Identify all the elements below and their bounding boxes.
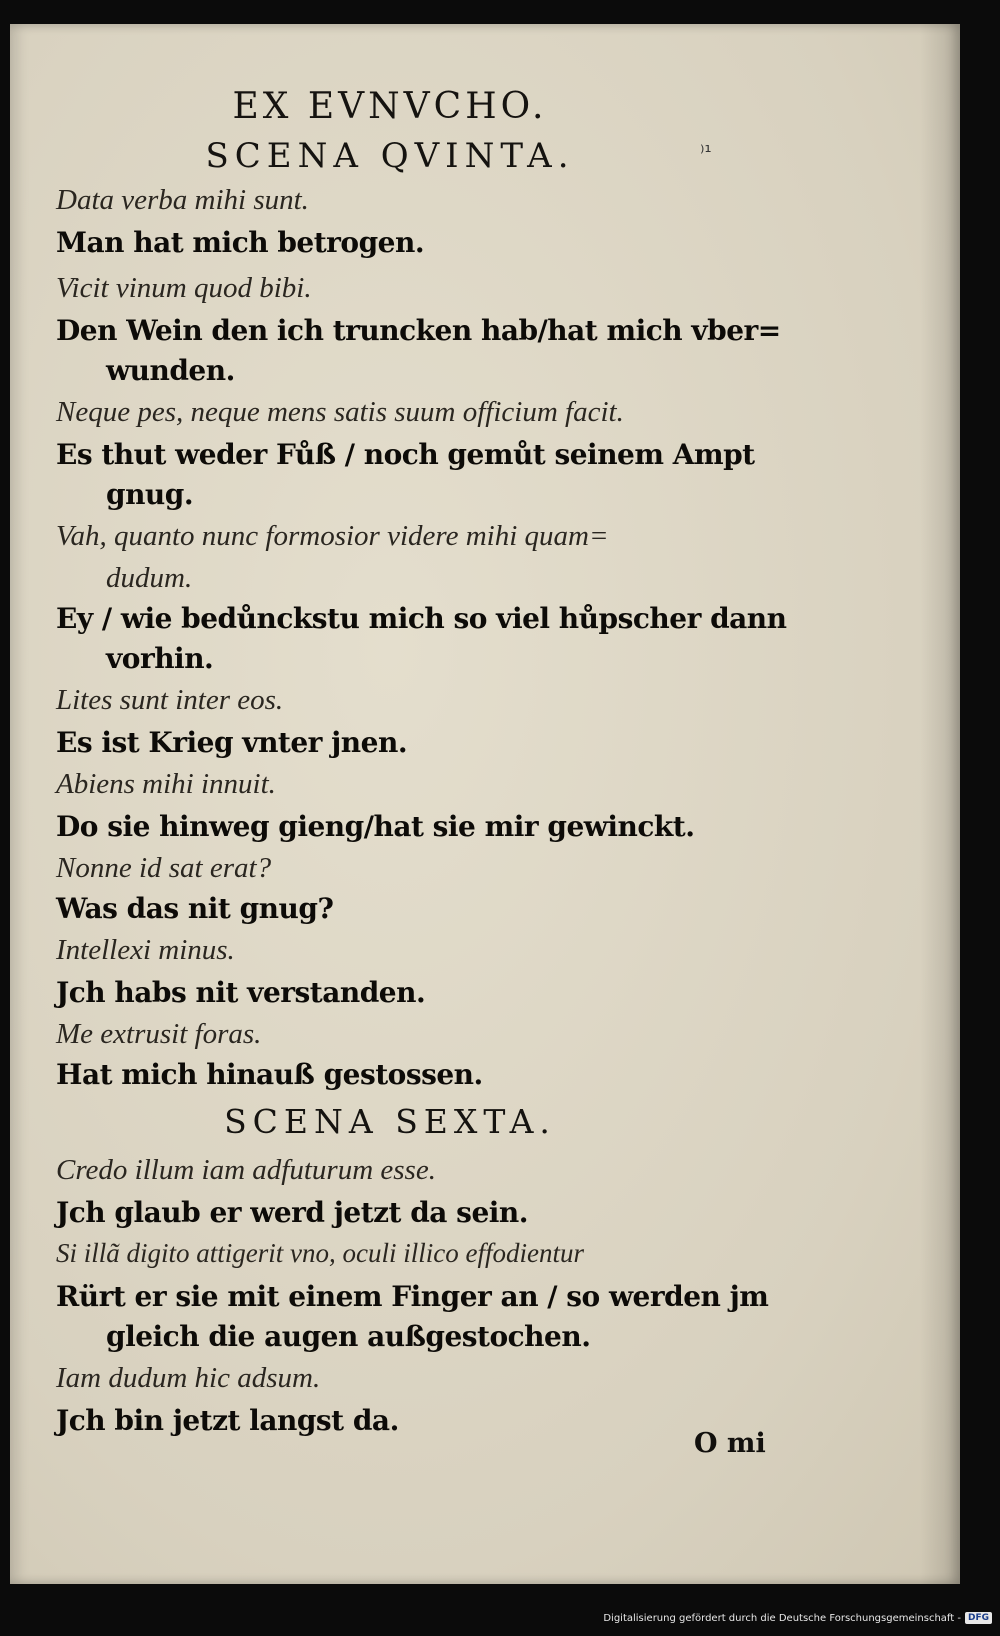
german-line-continued: wunden. — [106, 354, 235, 387]
german-line: Do sie hinweg gieng/hat sie mir gewinckt. — [56, 810, 695, 843]
latin-line: Credo illum iam adfuturum esse. — [56, 1154, 436, 1186]
german-line-continued: gnug. — [106, 478, 194, 511]
german-line: Jch glaub er werd jetzt da sein. — [56, 1196, 529, 1229]
german-line: Man hat mich betrogen. — [56, 226, 425, 259]
book-page — [10, 24, 960, 1584]
german-line: Hat mich hinauß gestossen. — [56, 1058, 483, 1091]
german-line-continued: gleich die augen außgestochen. — [106, 1320, 591, 1353]
german-line: Es thut weder Fůß / noch gemůt seinem Ampt — [56, 438, 755, 471]
running-title: EX EVNVCHO. — [232, 86, 548, 127]
latin-line: Neque pes, neque mens satis suum officium facit. — [56, 396, 624, 428]
latin-line: Data verba mihi sunt. — [56, 184, 309, 216]
latin-line: Nonne id sat erat? — [56, 852, 272, 884]
german-line-continued: vorhin. — [106, 642, 214, 675]
latin-line: Abiens mihi innuit. — [56, 768, 276, 800]
latin-line: Vah, quanto nunc formosior videre mihi quam= — [56, 520, 609, 552]
german-line: Rürt er sie mit einem Finger an / so werden jm — [56, 1280, 769, 1313]
margin-mark: ⁾¹ — [700, 142, 712, 163]
german-line: Den Wein den ich truncken hab/hat mich vber= — [56, 314, 781, 347]
german-line: Jch bin jetzt langst da. — [56, 1404, 399, 1437]
digitization-footer — [603, 1612, 992, 1624]
latin-line-continued: dudum. — [106, 562, 193, 594]
latin-line: Si illã digito attigerit vno, oculi illico effodientur — [56, 1238, 584, 1268]
dfg-logo-icon: DFG — [965, 1612, 992, 1624]
scene-heading-quinta: SCENA QVINTA. — [205, 136, 575, 176]
footer-text: Digitalisierung gefördert durch die Deutsche Forschungsgemeinschaft - — [603, 1612, 961, 1624]
latin-line: Me extrusit foras. — [56, 1018, 262, 1050]
latin-line: Lites sunt inter eos. — [56, 684, 284, 716]
latin-line: Iam dudum hic adsum. — [56, 1362, 321, 1394]
latin-line: Vicit vinum quod bibi. — [56, 272, 312, 304]
german-line: Ey / wie bedůnckstu mich so viel hůpscher dann — [56, 602, 787, 635]
german-line: Es ist Krieg vnter jnen. — [56, 726, 408, 759]
scene-heading-sexta: SCENA SEXTA. — [224, 1102, 556, 1141]
latin-line: Intellexi minus. — [56, 934, 235, 966]
german-line: Jch habs nit verstanden. — [56, 976, 426, 1009]
spine-shadow — [920, 24, 960, 1584]
german-line: Was das nit gnug? — [56, 892, 334, 925]
catchword: O mi — [694, 1428, 766, 1459]
